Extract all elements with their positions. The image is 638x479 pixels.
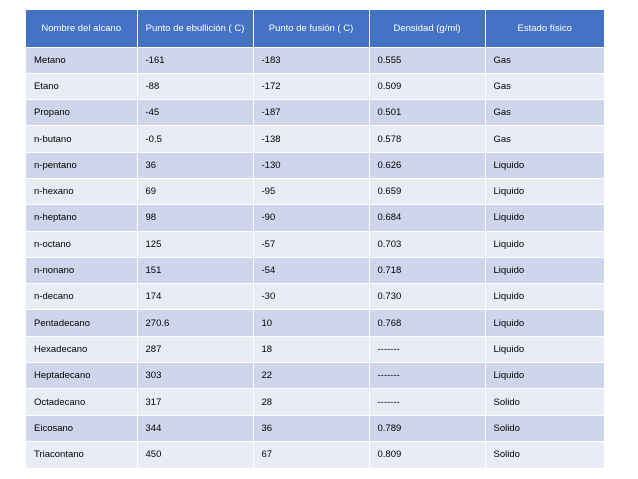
cell-alkane-name: Metano bbox=[26, 47, 137, 73]
cell-density: ------- bbox=[369, 389, 485, 415]
cell-melting-point: -57 bbox=[253, 231, 369, 257]
cell-alkane-name: Octadecano bbox=[26, 389, 137, 415]
cell-physical-state: Liquido bbox=[485, 231, 604, 257]
cell-melting-point: -54 bbox=[253, 257, 369, 283]
table-row bbox=[26, 178, 604, 204]
cell-alkane-name: Triacontano bbox=[26, 441, 137, 467]
cell-physical-state: Liquido bbox=[485, 178, 604, 204]
table-row bbox=[26, 363, 604, 389]
cell-density: 0.789 bbox=[369, 415, 485, 441]
cell-density: 0.501 bbox=[369, 100, 485, 126]
cell-alkane-name: n-octano bbox=[26, 231, 137, 257]
cell-alkane-name: n-heptano bbox=[26, 205, 137, 231]
cell-melting-point: 18 bbox=[253, 336, 369, 362]
cell-density: 0.768 bbox=[369, 310, 485, 336]
cell-boiling-point: 450 bbox=[137, 441, 253, 467]
cell-melting-point: -95 bbox=[253, 178, 369, 204]
cell-alkane-name: Hexadecano bbox=[26, 336, 137, 362]
table-row bbox=[26, 100, 604, 126]
table-row bbox=[26, 415, 604, 441]
table-row bbox=[26, 310, 604, 336]
cell-physical-state: Liquido bbox=[485, 310, 604, 336]
table-row bbox=[26, 47, 604, 73]
header-melting-point: Punto de fusión ( C) bbox=[253, 10, 369, 47]
cell-boiling-point: 270.6 bbox=[137, 310, 253, 336]
cell-melting-point: -172 bbox=[253, 73, 369, 99]
table-body bbox=[26, 47, 604, 468]
cell-density: ------- bbox=[369, 336, 485, 362]
cell-melting-point: 28 bbox=[253, 389, 369, 415]
cell-boiling-point: 344 bbox=[137, 415, 253, 441]
cell-melting-point: -187 bbox=[253, 100, 369, 126]
cell-alkane-name: Pentadecano bbox=[26, 310, 137, 336]
table-row bbox=[26, 441, 604, 467]
cell-density: 0.555 bbox=[369, 47, 485, 73]
cell-melting-point: -90 bbox=[253, 205, 369, 231]
cell-physical-state: Gas bbox=[485, 47, 604, 73]
cell-boiling-point: 98 bbox=[137, 205, 253, 231]
cell-physical-state: Liquido bbox=[485, 205, 604, 231]
cell-density: 0.578 bbox=[369, 126, 485, 152]
cell-alkane-name: Propano bbox=[26, 100, 137, 126]
cell-alkane-name: Etano bbox=[26, 73, 137, 99]
cell-density: 0.809 bbox=[369, 441, 485, 467]
cell-physical-state: Solido bbox=[485, 441, 604, 467]
header-physical-state: Estado físico bbox=[485, 10, 604, 47]
cell-alkane-name: n-pentano bbox=[26, 152, 137, 178]
cell-alkane-name: n-decano bbox=[26, 284, 137, 310]
alkane-table-container bbox=[26, 10, 604, 468]
cell-melting-point: -183 bbox=[253, 47, 369, 73]
cell-melting-point: -130 bbox=[253, 152, 369, 178]
cell-density: 0.730 bbox=[369, 284, 485, 310]
cell-physical-state: Gas bbox=[485, 100, 604, 126]
cell-density: 0.509 bbox=[369, 73, 485, 99]
cell-boiling-point: 125 bbox=[137, 231, 253, 257]
cell-alkane-name: n-hexano bbox=[26, 178, 137, 204]
cell-density: 0.718 bbox=[369, 257, 485, 283]
cell-physical-state: Liquido bbox=[485, 284, 604, 310]
cell-melting-point: 36 bbox=[253, 415, 369, 441]
cell-boiling-point: -161 bbox=[137, 47, 253, 73]
header-row bbox=[26, 10, 604, 47]
cell-density: 0.659 bbox=[369, 178, 485, 204]
cell-physical-state: Liquido bbox=[485, 336, 604, 362]
cell-melting-point: -138 bbox=[253, 126, 369, 152]
alkane-properties-table bbox=[26, 10, 604, 468]
cell-boiling-point: 317 bbox=[137, 389, 253, 415]
cell-boiling-point: 36 bbox=[137, 152, 253, 178]
table-row bbox=[26, 73, 604, 99]
cell-density: 0.684 bbox=[369, 205, 485, 231]
cell-alkane-name: n-nonano bbox=[26, 257, 137, 283]
table-row bbox=[26, 231, 604, 257]
cell-physical-state: Liquido bbox=[485, 257, 604, 283]
cell-physical-state: Gas bbox=[485, 126, 604, 152]
cell-melting-point: -30 bbox=[253, 284, 369, 310]
cell-melting-point: 10 bbox=[253, 310, 369, 336]
header-alkane-name: Nombre del alcano bbox=[26, 10, 137, 47]
table-row bbox=[26, 205, 604, 231]
cell-physical-state: Solido bbox=[485, 415, 604, 441]
table-row bbox=[26, 257, 604, 283]
table-header bbox=[26, 10, 604, 47]
cell-boiling-point: 174 bbox=[137, 284, 253, 310]
header-boiling-point: Punto de ebullición ( C) bbox=[137, 10, 253, 47]
cell-boiling-point: 69 bbox=[137, 178, 253, 204]
cell-physical-state: Gas bbox=[485, 73, 604, 99]
cell-boiling-point: -0.5 bbox=[137, 126, 253, 152]
cell-physical-state: Liquido bbox=[485, 363, 604, 389]
cell-alkane-name: Eicosano bbox=[26, 415, 137, 441]
cell-boiling-point: 303 bbox=[137, 363, 253, 389]
cell-melting-point: 22 bbox=[253, 363, 369, 389]
cell-density: 0.703 bbox=[369, 231, 485, 257]
cell-boiling-point: -45 bbox=[137, 100, 253, 126]
header-density: Densidad (g/ml) bbox=[369, 10, 485, 47]
cell-physical-state: Liquido bbox=[485, 152, 604, 178]
cell-density: ------- bbox=[369, 363, 485, 389]
cell-density: 0.626 bbox=[369, 152, 485, 178]
cell-alkane-name: n-butano bbox=[26, 126, 137, 152]
cell-boiling-point: 151 bbox=[137, 257, 253, 283]
table-row bbox=[26, 389, 604, 415]
cell-boiling-point: 287 bbox=[137, 336, 253, 362]
cell-melting-point: 67 bbox=[253, 441, 369, 467]
cell-boiling-point: -88 bbox=[137, 73, 253, 99]
table-row bbox=[26, 126, 604, 152]
table-row bbox=[26, 152, 604, 178]
table-row bbox=[26, 336, 604, 362]
cell-alkane-name: Heptadecano bbox=[26, 363, 137, 389]
cell-physical-state: Solido bbox=[485, 389, 604, 415]
table-row bbox=[26, 284, 604, 310]
